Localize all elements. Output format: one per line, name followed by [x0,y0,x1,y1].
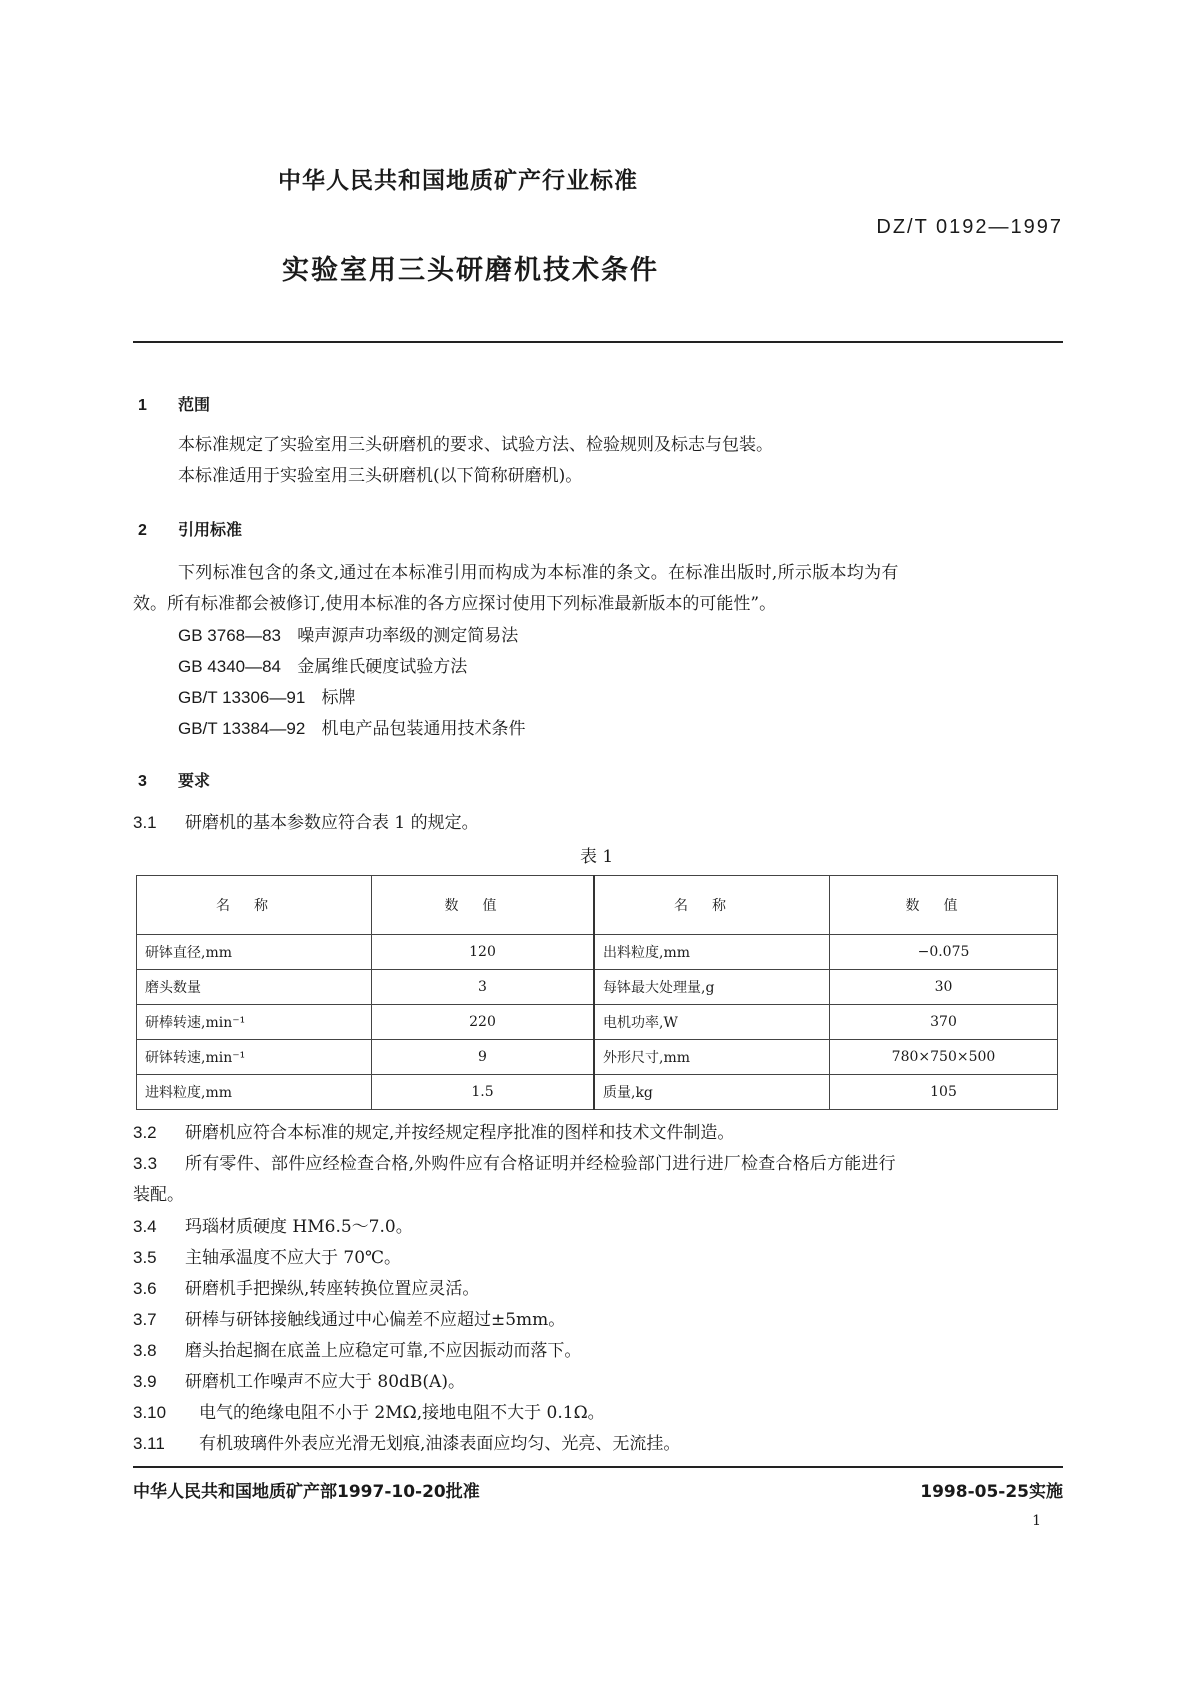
paragraph: 本标准适用于实验室用三头研磨机(以下简称研磨机)。 [178,466,583,486]
section-3-heading: 3 要求 [138,771,211,790]
document-title: 实验室用三头研磨机技术条件 [282,255,659,286]
paragraph: 下列标准包含的条文,通过在本标准引用而构成为本标准的条文。在标准出版时,所示版本均为有 [178,563,899,583]
clause-item: 3.9 研磨机工作噪声不应大于 80dB(A)。 [133,1372,465,1392]
paragraph: 本标准规定了实验室用三头研磨机的要求、试验方法、检验规则及标志与包装。 [178,435,773,455]
approval-line: 中华人民共和国地质矿产部1997-10-20批准 [133,1482,480,1502]
table-header-row [137,876,1058,935]
header-cell: 名称 [137,876,372,935]
section-2-heading: 2 引用标准 [138,520,243,539]
reference-item: GB/T 13306—91 标牌 [178,688,356,708]
table-row: 研钵转速,min⁻¹ 9 外形尺寸,mm 780×750×500 [137,1040,1058,1075]
reference-item: GB/T 13384—92 机电产品包装通用技术条件 [178,719,526,739]
clause-item: 3.2 研磨机应符合本标准的规定,并按经规定程序批准的图样和技术文件制造。 [133,1123,735,1143]
table-caption: 表 1 [580,847,614,867]
table-row: 磨头数量 3 每钵最大处理量,g 30 [137,970,1058,1005]
parameter-table [136,875,1058,1110]
clause-3-1: 3.1 研磨机的基本参数应符合表 1 的规定。 [133,813,479,833]
header-cell: 数值 [830,876,1058,935]
clause-item: 3.4 玛瑙材质硬度 HM6.5～7.0。 [133,1217,413,1237]
reference-item: GB 3768—83 噪声源声功率级的测定简易法 [178,626,519,646]
effective-date: 1998-05-25实施 [920,1482,1063,1502]
header-cell: 数值 [372,876,595,935]
header-cell: 名称 [594,876,830,935]
clause-item: 3.8 磨头抬起搁在底盖上应稳定可靠,不应因振动而落下。 [133,1341,582,1361]
clause-item: 3.3 所有零件、部件应经检查合格,外购件应有合格证明并经检验部门进行进厂检查合格后方能进行 [133,1154,896,1174]
clause-item: 3.5 主轴承温度不应大于 70℃。 [133,1248,402,1268]
clause-item: 3.7 研棒与研钵接触线通过中心偏差不应超过±5mm。 [133,1310,566,1330]
page-number: 1 [1032,1513,1041,1529]
table-row: 进料粒度,mm 1.5 质量,kg 105 [137,1075,1058,1110]
footer-rule [133,1466,1063,1468]
clause-item: 3.10 电气的绝缘电阻不小于 2MΩ,接地电阻不大于 0.1Ω。 [133,1403,605,1423]
clause-item: 3.6 研磨机手把操纵,转座转换位置应灵活。 [133,1279,480,1299]
standard-code: DZ/T 0192—1997 [876,216,1063,238]
table-row: 研棒转速,min⁻¹ 220 电机功率,W 370 [137,1005,1058,1040]
table-row: 研钵直径,mm 120 出料粒度,mm −0.075 [137,935,1058,970]
section-1-heading: 1 范围 [138,395,211,414]
header-rule [133,341,1063,343]
paragraph: 效。所有标准都会被修订,使用本标准的各方应探讨使用下列标准最新版本的可能性”。 [133,594,777,614]
clause-continuation: 装配。 [133,1185,184,1205]
org-title: 中华人民共和国地质矿产行业标准 [278,168,638,194]
reference-item: GB 4340—84 金属维氏硬度试验方法 [178,657,468,677]
clause-item: 3.11 有机玻璃件外表应光滑无划痕,油漆表面应均匀、光亮、无流挂。 [133,1434,681,1454]
